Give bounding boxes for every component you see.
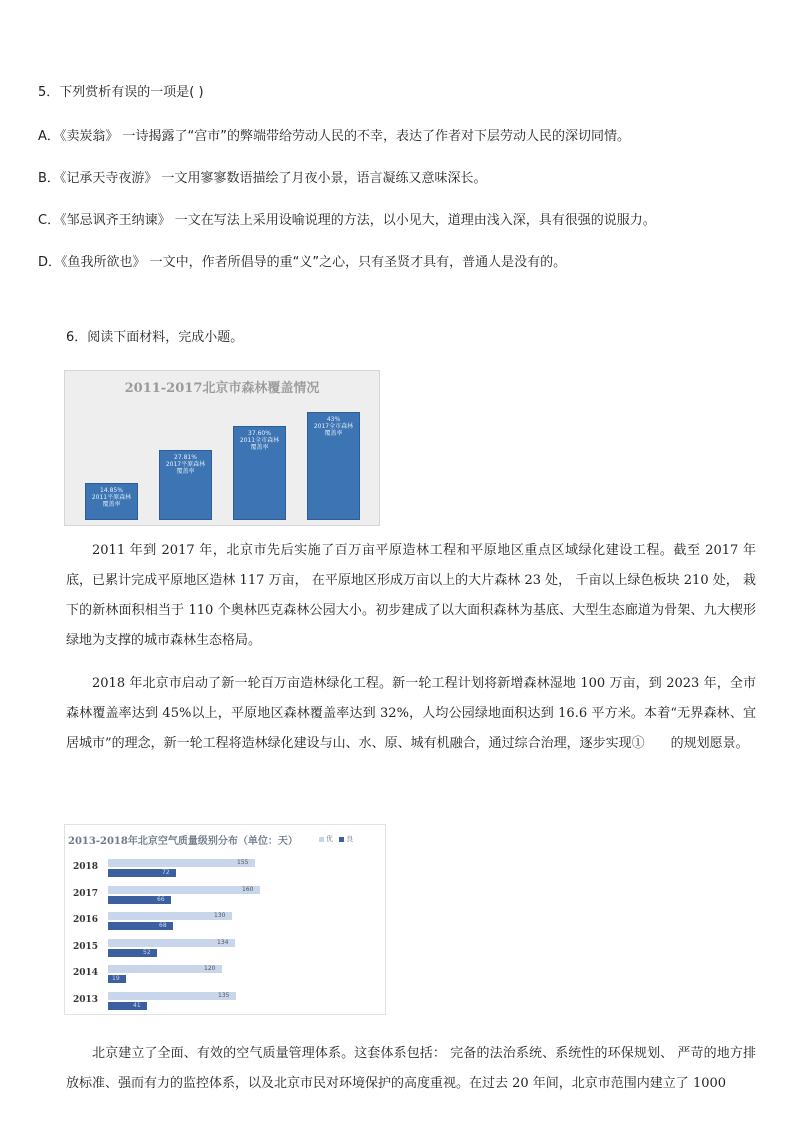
y-tick-label: 2013: [73, 995, 99, 1005]
y-tick-label: 2017: [73, 888, 99, 899]
option-d: D．《鱼我所欲也》 一文中，作者所倡导的重“义”之心，只有圣贤才具有，普通人是没有的。: [38, 255, 567, 270]
y-tick-label: 2018: [73, 862, 99, 872]
value-label-good: 72: [162, 869, 170, 876]
legend-label-b: 良: [346, 835, 354, 843]
value-label-excellent: 130: [214, 912, 226, 920]
bar-data-label: 43% 2017全市森林 覆盖率: [313, 416, 354, 437]
legend-swatch-a: [319, 837, 324, 842]
option-a: A．《卖炭翁》 一诗揭露了“宫市”的弊端带给劳动人民的不幸，表达了作者对下层劳动人民的深切同情。: [38, 129, 630, 144]
bar-excellent: [108, 939, 235, 947]
value-label-excellent: 160: [242, 885, 254, 893]
question-6-stem: 6．阅读下面材料，完成小题。: [66, 330, 244, 345]
bar-excellent: [108, 859, 255, 867]
chart-title: 2013-2018年北京空气质量级别分布（单位：天）: [68, 836, 298, 847]
legend-swatch-b: [339, 837, 344, 842]
value-label-good: 66: [157, 895, 165, 903]
question-5-stem: 5．下列赏析有误的一项是( ): [38, 85, 204, 100]
bar-good: [108, 1002, 147, 1010]
y-tick-label: 2014: [73, 968, 99, 979]
value-label-excellent: 120: [204, 965, 216, 973]
chart-title: 2011-2017北京市森林覆盖情况: [124, 381, 320, 396]
forest-coverage-chart: [64, 370, 380, 526]
y-tick-label: 2015: [73, 941, 99, 952]
legend-label-a: 优: [326, 835, 333, 843]
option-c: C．《邹忌讽齐王纳谏》 一文在写法上采用设喻说理的方法，以小见大，道理由浅入深，具有很强的说服力。: [38, 213, 656, 228]
value-label-good: 41: [133, 1002, 141, 1009]
bar-excellent: [108, 886, 260, 894]
bar-data-label: 14.85% 2011平原森林 覆盖率: [91, 487, 132, 508]
y-tick-label: 2016: [73, 915, 99, 926]
value-label-excellent: 155: [237, 859, 249, 866]
chart-legend: [315, 834, 353, 844]
value-label-good: 19: [112, 975, 120, 983]
value-label-excellent: 135: [218, 992, 230, 999]
value-label-good: 68: [159, 922, 167, 930]
bar-excellent: [108, 992, 236, 1000]
paragraph-3: 北京建立了全面、有效的空气质量管理体系。这套体系包括： 完备的法治系统、系统性的环保规划、 严苛的地方排放标准、强而有力的监控体系，以及北京市民对环境保护的高度重视。在过去 20 年间，北京市范围内建立了 1000: [66, 1046, 756, 1091]
paragraph-1: 2011 年到 2017 年，北京市先后实施了百万亩平原造林工程和平原地区重点区域绿化建设工程。截至 2017 年底，已累计完成平原地区造林 117 万亩， 在平原地区形成万亩以上的大片森林 23 处， 千亩以上绿色板块 210 处， 栽下的新林面积相当于 110 个奥林匹克森林公园大小。初步建成了以大面积森林为基底、大型生态廊道为骨架、九大楔形绿地为支撑的城市森林生态格局。: [66, 543, 756, 648]
bar-data-label: 27.81% 2017平原森林 覆盖率: [165, 454, 206, 475]
paragraph-2: 2018 年北京市启动了新一轮百万亩造林绿化工程。新一轮工程计划将新增森林湿地 100 万亩，到 2023 年，全市森林覆盖率达到 45%以上，平原地区森林覆盖率达到 32%，人均公园绿地面积达到 16.6 平方米。本着“无界森林、宜居城市”的理念，新一轮工程将造林绿化建设与山、水、原、城有机融合，通过综合治理，逐步实现① 的规划愿景。: [66, 676, 756, 751]
value-label-good: 52: [143, 948, 151, 956]
air-quality-chart: [64, 824, 386, 1015]
value-label-excellent: 134: [217, 938, 229, 946]
option-b: B．《记承天寺夜游》 一文用寥寥数语描绘了月夜小景，语言凝练又意味深长。: [38, 171, 487, 186]
bar-data-label: 37.60% 2011全市森林 覆盖率: [239, 430, 280, 451]
